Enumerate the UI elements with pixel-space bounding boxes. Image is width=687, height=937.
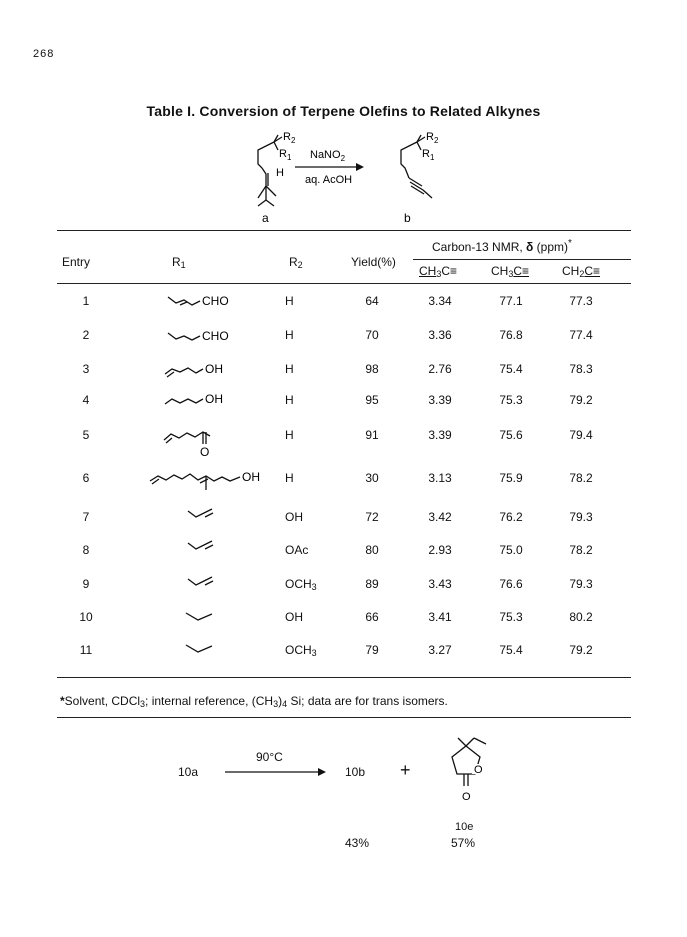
r2-text: H: [285, 428, 294, 442]
ch3c-shift-cell: 3.42: [428, 510, 452, 524]
footnote-rule: [57, 717, 631, 718]
lactone-carbonyl-o: O: [462, 791, 471, 803]
r2-text: H: [285, 471, 294, 485]
entry-cell: 1: [82, 294, 90, 308]
r1-row-2-group: CHO: [202, 329, 229, 343]
entry-cell: 9: [82, 577, 90, 591]
reaction-10a-drawing: [0, 730, 687, 880]
footnote-text-d: Si; data are for trans isomers.: [287, 694, 448, 708]
r2-label-a: $R_2$: [283, 131, 296, 145]
ch2c-shift-cell: 79.3: [569, 577, 593, 591]
ch3c2-shift-cell: 75.0: [499, 543, 523, 557]
header-ch3c2-text: CH: [491, 264, 509, 278]
entry-cell: 6: [82, 471, 90, 485]
r2-text: OAc: [285, 543, 309, 557]
r1-label-b: $R_1$: [422, 148, 435, 162]
entry-cell: 3: [82, 362, 90, 376]
ch2c-shift-cell: 77.3: [569, 294, 593, 308]
entry-cell: 7: [82, 510, 90, 524]
header-r1-sub: 1: [180, 260, 186, 270]
r1-row-3-group: OH: [205, 362, 223, 376]
lactone-ring-o: O: [474, 764, 483, 776]
ch2c-shift-cell: 79.2: [569, 643, 593, 657]
header-r2-sub: 2: [297, 260, 303, 270]
header-ch2c-sub: 2: [579, 269, 585, 279]
ch3c-shift-cell: 3.41: [428, 610, 452, 624]
r1-row-4-bond: [165, 399, 203, 404]
yield-cell: 95: [365, 393, 379, 407]
reaction-condition: 90°C: [256, 750, 283, 764]
h-label-a: H: [276, 167, 284, 179]
reactant-10a: 10a: [178, 765, 199, 779]
yield-cell: 66: [365, 610, 379, 624]
ch3c-shift-cell: 3.39: [428, 393, 452, 407]
ch2c-shift-cell: 80.2: [569, 610, 593, 624]
yield-cell: 30: [365, 471, 379, 485]
yield-cell: 80: [365, 543, 379, 557]
r2-text: H: [285, 328, 294, 342]
ch3c2-shift-cell: 75.4: [499, 362, 523, 376]
ch2c-shift-cell: 79.4: [569, 428, 593, 442]
label-b: b: [404, 211, 411, 225]
header-ch3c-sub: 3: [436, 269, 442, 279]
r1-label-a: $R_1$: [279, 148, 292, 162]
r2-text: OH: [285, 510, 303, 524]
footnote-star: *: [60, 694, 65, 708]
ch3c-shift-cell: 3.27: [428, 643, 452, 657]
page-number: 268: [33, 48, 55, 60]
header-ch3c-tail: C≡: [441, 264, 458, 278]
lactone-ethyl-bond: [474, 738, 486, 744]
header-r1-text: R: [172, 255, 181, 269]
r1-row-10-bond: [186, 613, 212, 620]
entry-cell: 4: [82, 393, 90, 407]
footnote-text-a: Solvent, CDCl: [64, 694, 141, 708]
lactone-ethyl-bond: [466, 738, 474, 746]
yield-cell: 79: [365, 643, 379, 657]
r1-row-11-bond: [186, 645, 212, 652]
r2-sub: 3: [311, 582, 317, 592]
header-ch2c-text: CH: [562, 264, 580, 278]
ch2c-shift-cell: 79.3: [569, 510, 593, 524]
r2-text: OCH: [285, 577, 312, 591]
r1-row-6-group: OH: [242, 470, 260, 484]
r2-text: OCH: [285, 643, 312, 657]
entry-cell: 5: [82, 428, 90, 442]
yield-10e: 57%: [451, 836, 476, 850]
header-nmr-text: Carbon-13 NMR,: [432, 240, 523, 254]
header-ppm: (ppm): [536, 240, 569, 254]
product-10b: 10b: [345, 765, 366, 779]
ch3c-shift-cell: 3.13: [428, 471, 452, 485]
r2-sub: 3: [311, 648, 317, 658]
header-entry: Entry: [62, 255, 91, 269]
r1-row-3-double-bond: [167, 372, 174, 377]
r1-row-6-bond: [150, 474, 240, 481]
header-star: *: [568, 238, 572, 249]
ch3c2-shift-cell: 76.8: [499, 328, 523, 342]
reagent-acoh: aq. AcOH: [305, 174, 353, 186]
entry-cell: 2: [82, 328, 90, 342]
ch3c-shift-cell: 3.34: [428, 294, 452, 308]
ch3c-shift-cell: 2.76: [428, 362, 452, 376]
yield-cell: 91: [365, 428, 379, 442]
footnote-sub-b: 3: [273, 699, 279, 709]
entry-cell: 11: [79, 643, 93, 657]
header-yield: Yield(%): [351, 255, 396, 269]
ch3c2-shift-cell: 76.2: [499, 510, 523, 524]
r2-label-b: $R_2$: [426, 131, 439, 145]
lactone-methyl-bond: [458, 738, 466, 746]
ch2c-shift-cell: 77.4: [569, 328, 593, 342]
r1-row-9-double-bond: [205, 581, 213, 585]
reaction-10a: [0, 730, 687, 880]
yield-cell: 89: [365, 577, 379, 591]
header-ch3c-text: CH: [419, 264, 437, 278]
ch3c2-shift-cell: 75.9: [499, 471, 523, 485]
reagent-nano2: NaNO$_2$: [310, 149, 346, 163]
r1-row-3-bond: [165, 368, 203, 374]
r2-text: H: [285, 294, 294, 308]
r2-text: H: [285, 393, 294, 407]
ch3c2-shift-cell: 75.3: [499, 393, 523, 407]
footnote-text-b: ; internal reference, (CH: [145, 694, 274, 708]
r1-row-7-double-bond: [205, 513, 213, 517]
yield-cell: 72: [365, 510, 379, 524]
yield-cell: 70: [365, 328, 379, 342]
yield-cell: 98: [365, 362, 379, 376]
r1-row-1-group: CHO: [202, 294, 229, 308]
r1-row-2-bond: [168, 333, 200, 340]
header-ch3c2-sub: 3: [508, 269, 514, 279]
r1-row-5-double-bond: [166, 438, 172, 443]
ch2c-shift-cell: 79.2: [569, 393, 593, 407]
r2-text: OH: [285, 610, 303, 624]
product-10e-label: 10e: [455, 821, 474, 833]
header-r2-text: R: [289, 255, 298, 269]
yield-10b: 43%: [345, 836, 370, 850]
entry-cell: 10: [79, 610, 93, 624]
header-ch3c2-tail: C≡: [513, 264, 530, 278]
table-title: Table I. Conversion of Terpene Olefins to Related Alkynes: [146, 103, 541, 119]
ch3c2-shift-cell: 77.1: [499, 294, 523, 308]
ch3c2-shift-cell: 76.6: [499, 577, 523, 591]
ch3c-shift-cell: 3.43: [428, 577, 452, 591]
ch2c-shift-cell: 78.2: [569, 543, 593, 557]
ch3c2-shift-cell: 75.4: [499, 643, 523, 657]
r2-text: H: [285, 362, 294, 376]
ch3c2-shift-cell: 75.6: [499, 428, 523, 442]
header-delta: δ: [526, 240, 534, 254]
yield-cell: 64: [365, 294, 379, 308]
footnote-sub-a: 3: [140, 699, 146, 709]
r1-row-5-group: O: [200, 445, 210, 459]
r1-row-4-group: OH: [205, 392, 223, 406]
footnote-text-c: ): [278, 694, 283, 708]
r1-row-6-double-bond: [200, 479, 208, 483]
footnote-sub-c: 4: [282, 699, 288, 709]
r1-row-8-double-bond: [205, 545, 213, 549]
header-ch2c-tail: C≡: [584, 264, 601, 278]
entry-cell: 8: [82, 543, 90, 557]
footnote: [60, 694, 448, 709]
plus-sign: +: [400, 760, 411, 780]
ch3c2-shift-cell: 75.3: [499, 610, 523, 624]
reaction-10a-arrow-head: [318, 768, 326, 776]
label-a: a: [262, 211, 269, 225]
ch3c-shift-cell: 3.36: [428, 328, 452, 342]
ch3c-shift-cell: 2.93: [428, 543, 452, 557]
ch2c-shift-cell: 78.2: [569, 471, 593, 485]
ch3c-shift-cell: 3.39: [428, 428, 452, 442]
ch2c-shift-cell: 78.3: [569, 362, 593, 376]
r1-row-1-double-bond: [180, 302, 187, 305]
